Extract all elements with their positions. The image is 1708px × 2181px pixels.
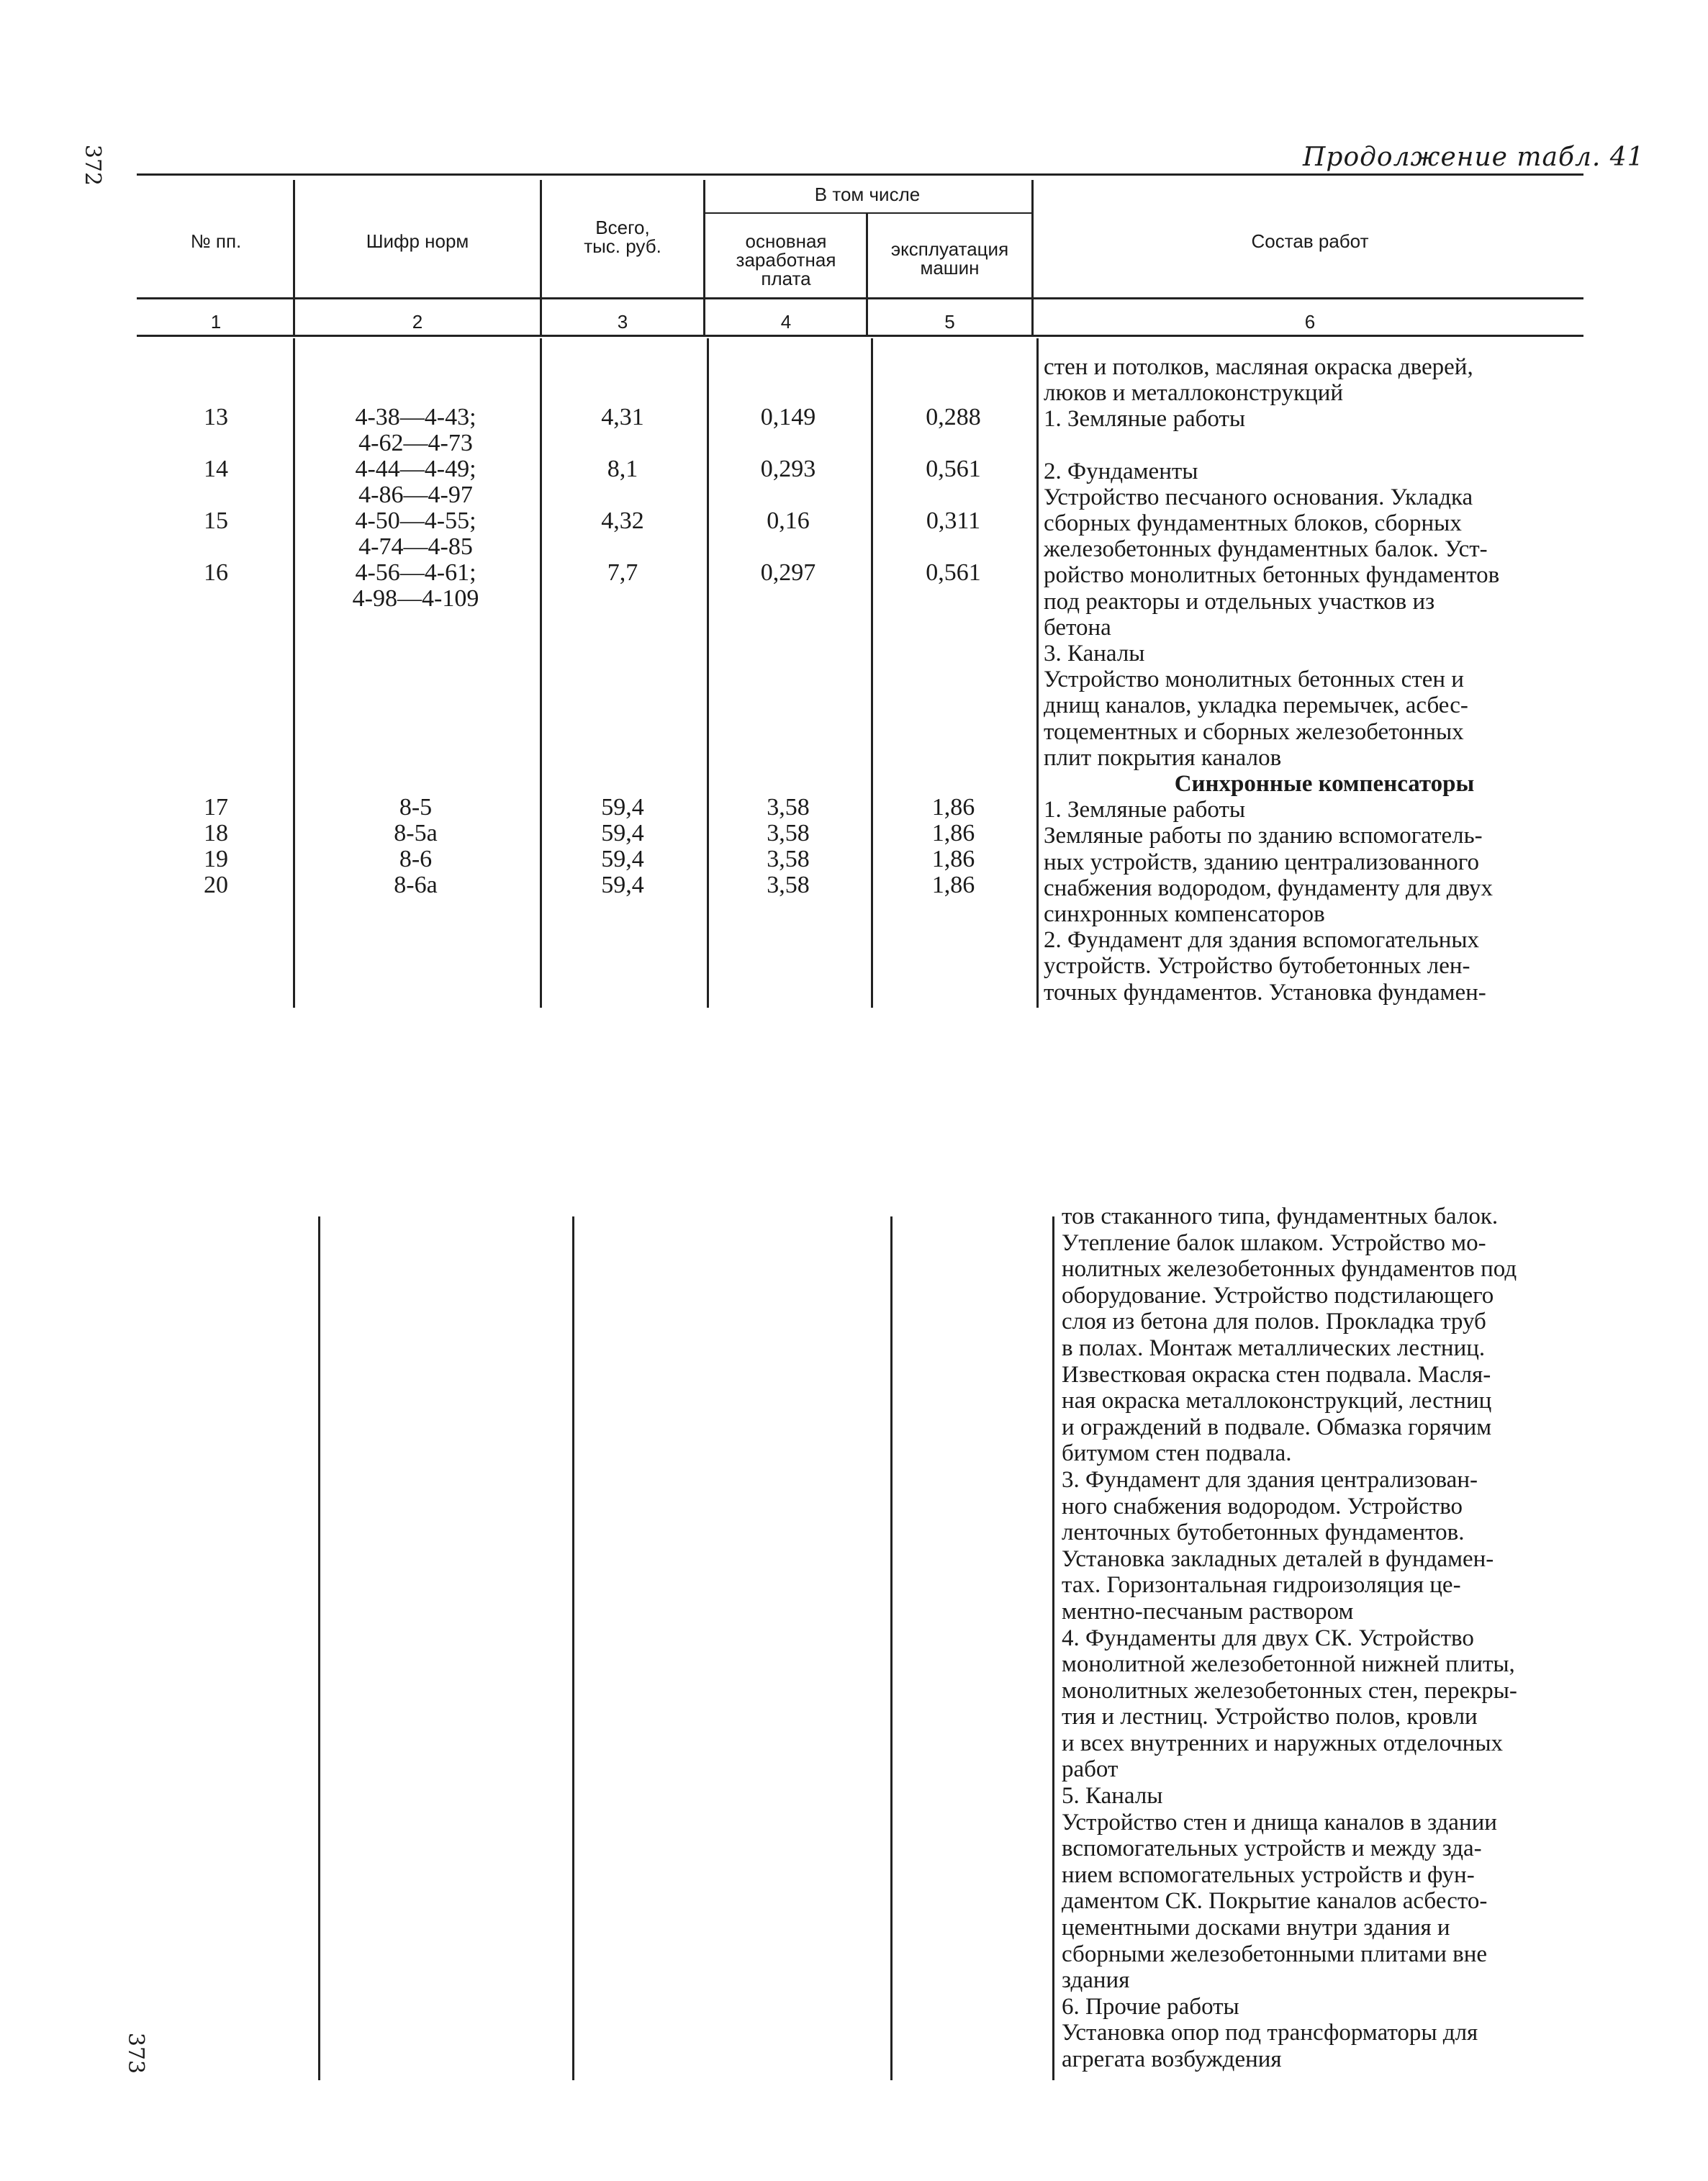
header-col-machines: эксплуатация машин [890, 238, 1009, 279]
works-line: тоцементных и сборных железобетонных [1044, 718, 1464, 745]
cell-code: 8-6а [394, 872, 438, 898]
works-line: и всех внутренних и наружных отделочных [1062, 1730, 1504, 1756]
cell-no: 13 [204, 404, 228, 430]
colnum-2: 2 [412, 311, 423, 333]
works-line: Установка закладных деталей в фундамен- [1062, 1545, 1494, 1572]
works-line [1044, 433, 1605, 459]
works-line: даментом СК. Покрытие каналов асбесто- [1062, 1888, 1488, 1915]
works-line: ных устройств, зданию централизованного [1044, 849, 1479, 875]
works-line: вспомогательных устройств и между зда- [1062, 1835, 1482, 1862]
page-number-top: 372 [80, 144, 106, 186]
cell-mach: 1,86 [931, 846, 975, 872]
works-line: здания [1062, 1967, 1130, 1994]
cell-mach: 0,311 [926, 507, 981, 534]
header-vline-5 [1031, 180, 1034, 335]
works-line: плит покрытия каналов [1044, 744, 1282, 771]
works-line: ментно-песчаным раствором [1062, 1598, 1354, 1625]
cell-code: 4-56—4-61; 4-98—4-109 [352, 559, 479, 612]
body2-vline-2 [572, 1216, 574, 2080]
works-line: ная окраска металлоконструкций, лестниц [1062, 1388, 1492, 1414]
cell-mach: 0,288 [926, 404, 981, 430]
header-col-no: № пп. [190, 230, 242, 252]
cell-wage: 3,58 [767, 846, 810, 872]
page-number-bottom: 373 [123, 2032, 149, 2074]
works-line: Устройство монолитных бетонных стен и [1044, 667, 1464, 693]
cell-total: 4,32 [601, 507, 644, 534]
body-vline-4 [871, 338, 873, 1008]
cell-mach: 1,86 [931, 820, 975, 846]
cell-code: 4-38—4-43; 4-62—4-73 [355, 404, 476, 456]
cell-wage: 3,58 [767, 872, 810, 898]
works-line: 5. Каналы [1062, 1783, 1163, 1810]
works-line: ройство монолитных бетонных фундаментов [1044, 562, 1500, 589]
cell-code: 8-5а [394, 820, 438, 846]
cell-total: 4,31 [601, 404, 644, 430]
works-line: 1. Земляные работы [1044, 797, 1246, 823]
works-line: Известковая окраска стен подвала. Масля- [1062, 1361, 1491, 1388]
body-vline-5 [1036, 338, 1039, 1008]
works-line: точных фундаментов. Установка фундамен- [1044, 979, 1486, 1006]
works-line: в полах. Монтаж металлических лестниц. [1062, 1335, 1486, 1361]
works-line: агрегата возбуждения [1062, 2046, 1282, 2072]
works-bottom [1062, 1204, 1517, 2073]
works-line: монолитной железобетонной нижней плиты, [1062, 1651, 1515, 1678]
works-line: тов стаканного типа, фундаментных балок. [1062, 1204, 1499, 1229]
works-line: ленточных бутобетонных фундаментов. [1062, 1520, 1465, 1546]
body2-vline-4 [1052, 1216, 1054, 2080]
cell-mach: 1,86 [931, 872, 975, 898]
works-line: сборными железобетонными плитами вне [1062, 1941, 1488, 1967]
works-top [1044, 354, 1605, 1006]
cell-total: 8,1 [607, 456, 638, 482]
cell-total: 59,4 [601, 846, 644, 872]
cell-wage: 0,149 [760, 404, 816, 430]
works-line: стен и потолков, масляная окраска дверей, [1044, 354, 1473, 380]
header-col-code: Шифр норм [366, 230, 469, 252]
works-line: устройств. Устройство бутобетонных лен- [1044, 953, 1470, 980]
cell-no: 20 [204, 872, 228, 898]
body2-vline-3 [890, 1216, 893, 2080]
cell-no: 15 [204, 507, 228, 534]
works-line: Устройство песчаного основания. Укладка [1044, 484, 1473, 510]
works-line: нолитных железобетонных фундаментов под [1062, 1256, 1517, 1283]
cell-code: 4-44—4-49; 4-86—4-97 [355, 456, 476, 508]
colnum-1: 1 [210, 311, 222, 333]
cell-mach: 0,561 [926, 559, 981, 586]
header-vline-2 [540, 180, 542, 335]
works-line: бетона [1044, 614, 1111, 641]
body-vline-2 [540, 338, 542, 1008]
cell-mach: 1,86 [931, 794, 975, 821]
colnum-5: 5 [944, 311, 955, 333]
header-col-wage: основная заработная плата [736, 230, 836, 289]
header-group: В том числе [814, 184, 921, 205]
works-line: тах. Горизонтальная гидроизоляция це- [1062, 1572, 1461, 1599]
header-vline-1 [293, 180, 295, 335]
cell-no: 14 [204, 456, 228, 482]
works-line: под реакторы и отдельных участков из [1044, 588, 1435, 615]
works-line: цементными досками внутри здания и [1062, 1915, 1450, 1941]
works-line: 1. Земляные работы [1044, 406, 1246, 433]
works-line: Устройство стен и днища каналов в здании [1062, 1809, 1497, 1835]
cell-wage: 0,16 [767, 507, 810, 534]
works-line: нием вспомогательных устройств и фун- [1062, 1861, 1475, 1888]
works-line: работ [1062, 1756, 1119, 1783]
works-line: сборных фундаментных блоков, сборных [1044, 510, 1462, 537]
cell-wage: 0,293 [760, 456, 816, 482]
works-line: синхронных компенсаторов [1044, 901, 1325, 928]
cell-wage: 3,58 [767, 794, 810, 821]
works-line: ного снабжения водородом. Устройство [1062, 1493, 1463, 1520]
cell-no: 17 [204, 794, 228, 821]
cell-no: 18 [204, 820, 228, 846]
works-line: Утепление балок шлаком. Устройство мо- [1062, 1229, 1486, 1256]
works-line: 6. Прочие работы [1062, 1993, 1239, 2020]
cell-no: 16 [204, 559, 228, 586]
body2-vline-1 [318, 1216, 320, 2080]
header-top-rule [137, 173, 1583, 176]
colnum-3: 3 [617, 311, 628, 333]
works-line: люков и металлоконструкций [1044, 380, 1344, 407]
cell-wage: 3,58 [767, 820, 810, 846]
works-line: Установка опор под трансформаторы для [1062, 2020, 1478, 2046]
header-col-total: Всего, тыс. руб. [584, 217, 661, 257]
works-line: 3. Каналы [1044, 641, 1145, 667]
continuation-title: Продолжение табл. 41 [1303, 143, 1645, 172]
cell-code: 8-6 [399, 846, 433, 872]
cell-code: 8-5 [399, 794, 433, 821]
colnum-6: 6 [1304, 311, 1316, 333]
colnum-bottom-rule [137, 335, 1583, 337]
works-line: снабжения водородом, фундаменту для двух [1044, 875, 1493, 901]
works-line: 2. Фундамент для здания вспомогательных [1044, 927, 1480, 954]
works-line: железобетонных фундаментных балок. Уст- [1044, 536, 1488, 563]
header-vline-4 [866, 214, 868, 335]
header-group-rule [705, 212, 1033, 214]
body-vline-3 [707, 338, 709, 1008]
works-line: и ограждений в подвале. Обмазка горячим [1062, 1414, 1492, 1440]
cell-code: 4-50—4-55; 4-74—4-85 [355, 507, 476, 560]
cell-total: 7,7 [607, 559, 638, 586]
works-line: 3. Фундамент для здания централизован- [1062, 1466, 1478, 1493]
header-col-works: Состав работ [1251, 230, 1369, 252]
cell-total: 59,4 [601, 794, 644, 821]
works-line: слоя из бетона для полов. Прокладка труб [1062, 1309, 1486, 1335]
works-line: битумом стен подвала. [1062, 1440, 1292, 1467]
colnum-4: 4 [780, 311, 792, 333]
cell-mach: 0,561 [926, 456, 981, 482]
cell-wage: 0,297 [760, 559, 816, 586]
works-line: Земляные работы по зданию вспомогатель- [1044, 823, 1483, 849]
cell-total: 59,4 [601, 820, 644, 846]
works-line: 4. Фундаменты для двух СК. Устройство [1062, 1625, 1474, 1651]
section-title: Синхронные компенсаторы [1174, 771, 1475, 798]
cell-no: 19 [204, 846, 228, 872]
header-bottom-rule [137, 297, 1583, 299]
works-line: монолитных железобетонных стен, перекры- [1062, 1677, 1517, 1704]
works-line: днищ каналов, укладка перемычек, асбес- [1044, 692, 1468, 719]
cell-total: 59,4 [601, 872, 644, 898]
works-line: тия и лестниц. Устройство полов, кровли [1062, 1704, 1478, 1730]
works-line: оборудование. Устройство подстилающего [1062, 1282, 1494, 1309]
works-line: 2. Фундаменты [1044, 458, 1198, 484]
